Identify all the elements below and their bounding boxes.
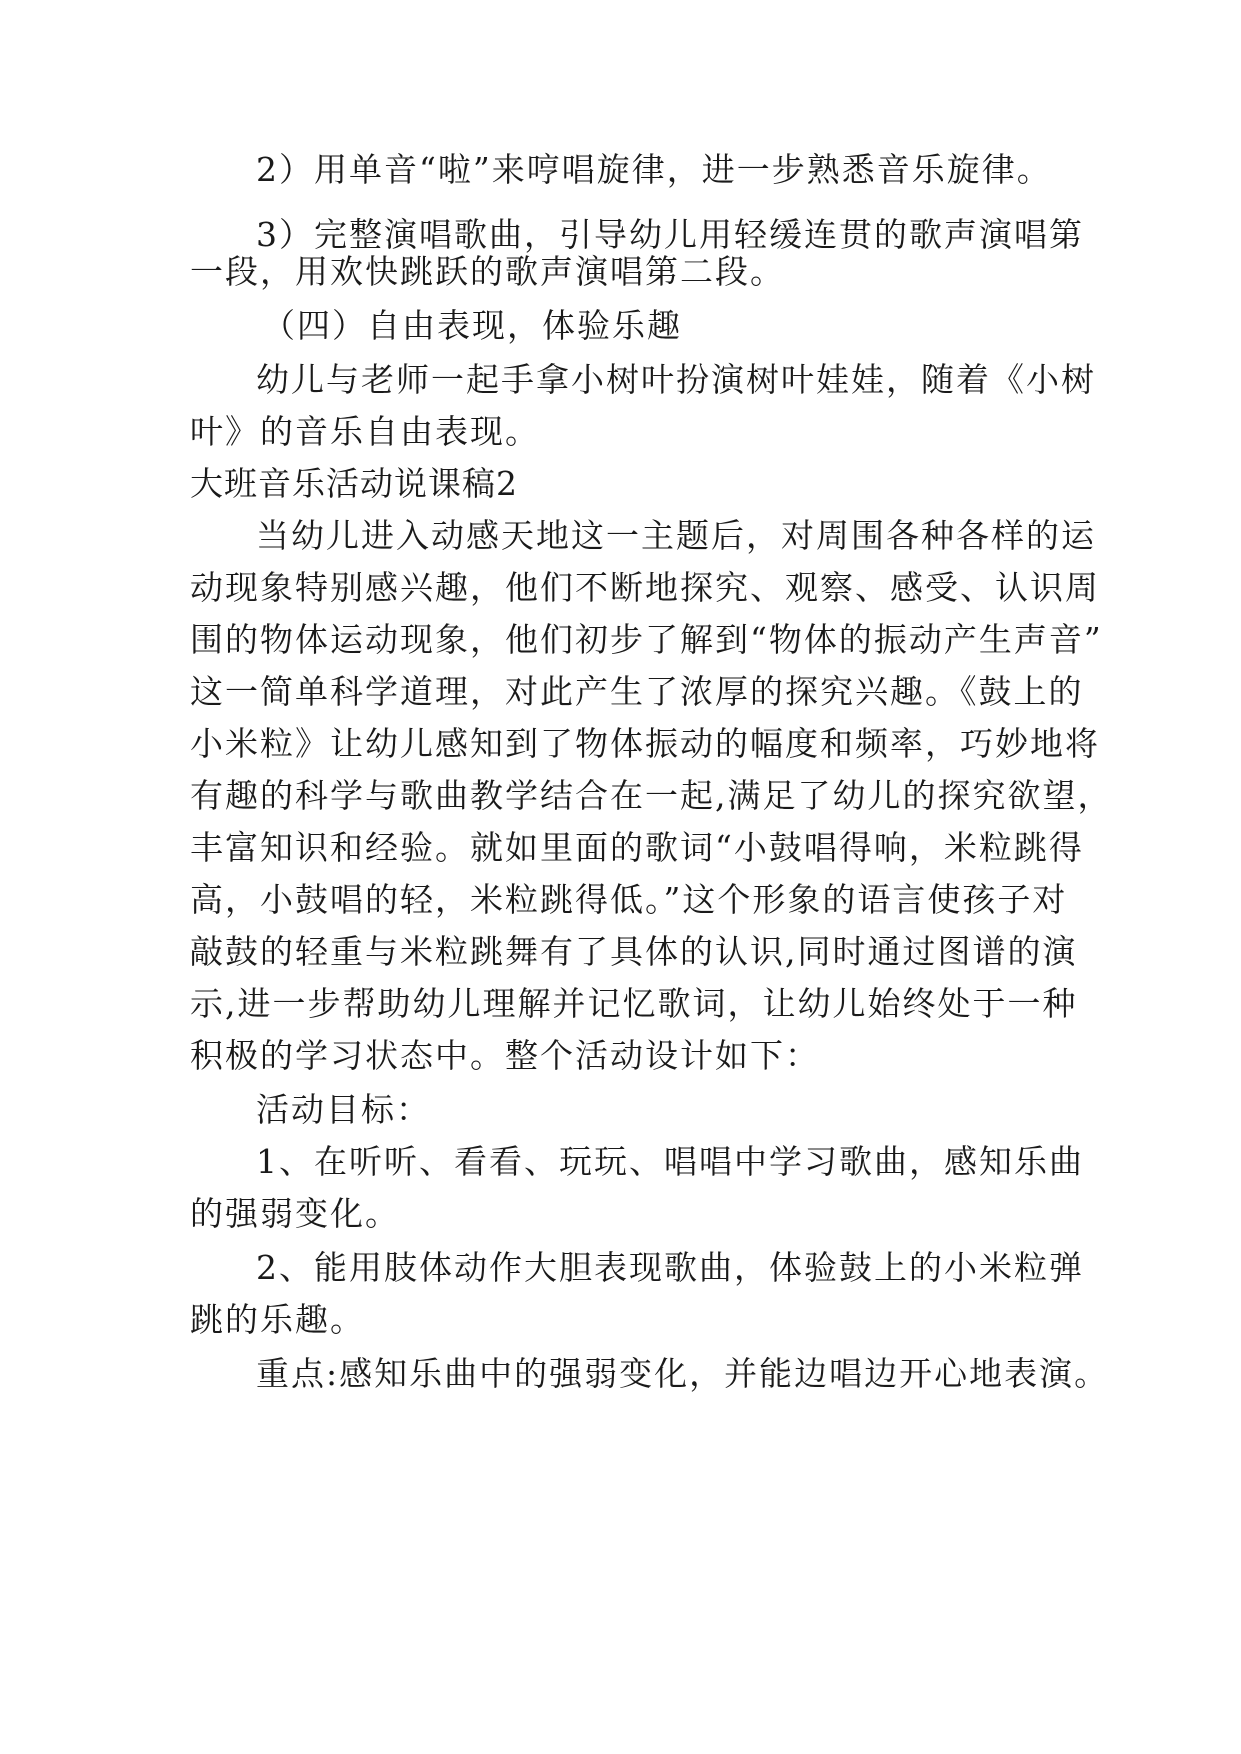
paragraph-line: 重点:感知乐曲中的强弱变化，并能边唱边开心地表演。 [256,1354,1110,1393]
paragraph-line: 有趣的科学与歌曲教学结合在一起,满足了幼儿的探究欲望， [190,776,1113,815]
paragraph-line: 2、能用肢体动作大胆表现歌曲，体验鼓上的小米粒弹 [256,1248,1084,1287]
paragraph-line: 小米粒》让幼儿感知到了物体振动的幅度和频率，巧妙地将 [190,724,1100,763]
paragraph-line: 幼儿与老师一起手拿小树叶扮演树叶娃娃，随着《小树 [256,360,1096,399]
paragraph-line: 这一简单科学道理，对此产生了浓厚的探究兴趣。《鼓上的 [190,672,1084,711]
paragraph-line: 围的物体运动现象，他们初步了解到“物体的振动产生声音” [190,620,1103,659]
document-title: 大班音乐活动说课稿2 [190,464,518,503]
paragraph-line: 1、在听听、看看、玩玩、唱唱中学习歌曲，感知乐曲 [256,1142,1084,1181]
paragraph-line: 跳的乐趣。 [190,1300,365,1339]
paragraph-line: 叶》的音乐自由表现。 [190,412,540,451]
paragraph-line: 一段，用欢快跳跃的歌声演唱第二段。 [190,252,785,291]
paragraph-line: 积极的学习状态中。整个活动设计如下： [190,1036,820,1075]
section-heading: 活动目标： [256,1090,431,1129]
paragraph-line: 的强弱变化。 [190,1194,400,1233]
section-heading: （四）自由表现，体验乐趣 [262,306,682,345]
paragraph-line: 示,进一步帮助幼儿理解并记忆歌词，让幼儿始终处于一种 [190,984,1078,1023]
paragraph-line: 敲鼓的轻重与米粒跳舞有了具体的认识,同时通过图谱的演 [190,932,1078,971]
paragraph-line: 动现象特别感兴趣，他们不断地探究、观察、感受、认识周 [190,568,1100,607]
paragraph-line: 丰富知识和经验。就如里面的歌词“小鼓唱得响，米粒跳得 [190,828,1084,867]
paragraph-line: 2）用单音“啦”来哼唱旋律，进一步熟悉音乐旋律。 [256,150,1052,189]
paragraph-line: 当幼儿进入动感天地这一主题后，对周围各种各样的运 [256,516,1096,555]
paragraph-line: 3）完整演唱歌曲，引导幼儿用轻缓连贯的歌声演唱第 [256,215,1084,254]
paragraph-line: 高，小鼓唱的轻，米粒跳得低。”这个形象的语言使孩子对 [190,880,1068,919]
